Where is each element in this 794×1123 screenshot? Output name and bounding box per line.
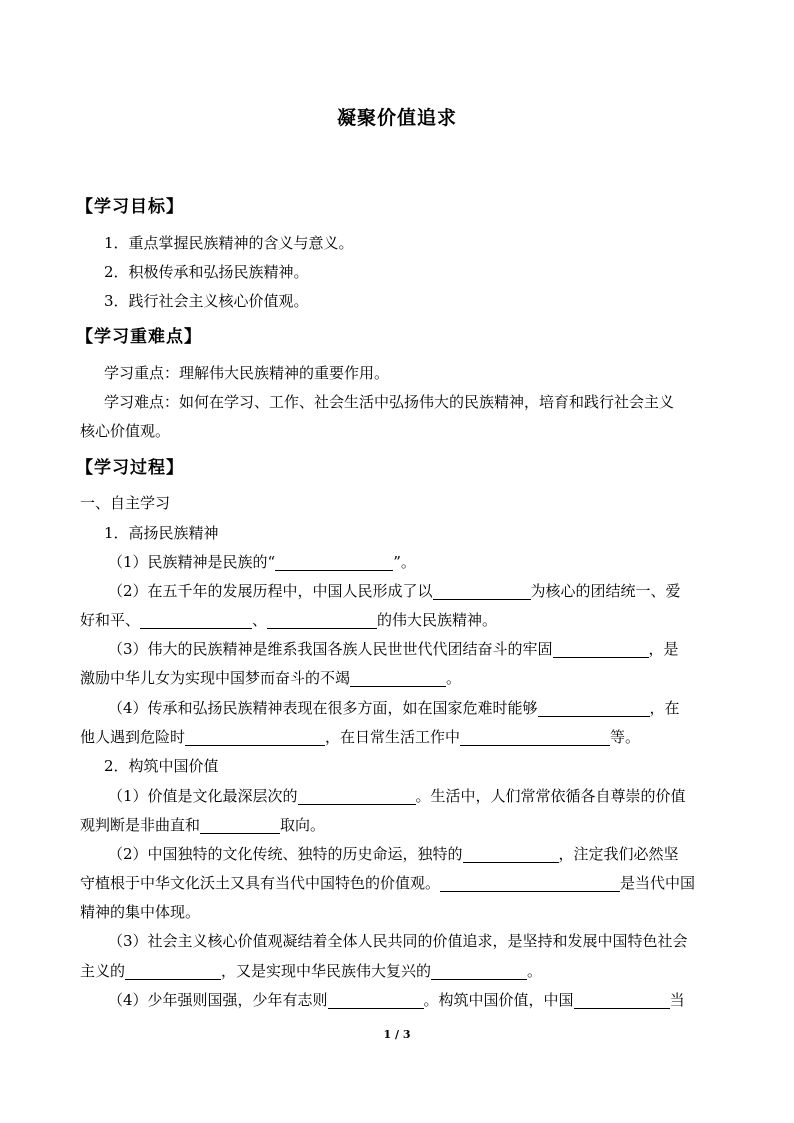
question-line: （1）民族精神是民族的“ ”。 — [108, 553, 416, 571]
keypoints-heading: 【学习重难点】 — [76, 327, 202, 347]
question-line: （3）伟大的民族精神是维系我国各族人民世世代代团结奋斗的牢固 ，是 — [108, 640, 679, 658]
fill-blank[interactable] — [350, 670, 446, 687]
objective-item: 2．积极传承和弘扬民族精神。 — [104, 263, 309, 281]
question-line: 主义的 ，又是实现中华民族伟大复兴的 。 — [80, 962, 543, 980]
objective-item: 3．践行社会主义核心价值观。 — [104, 292, 309, 310]
fill-blank[interactable] — [267, 612, 377, 629]
question-line: （4）传承和弘扬民族精神表现在很多方面，如在国家危难时能够 ，在 — [108, 699, 680, 717]
fill-blank[interactable] — [328, 992, 424, 1009]
question-line: （2）中国独特的文化传统、独特的历史命运，独特的 ，注定我们必然坚 — [108, 845, 679, 863]
question-line: 守植根于中华文化沃土又具有当代中国特色的价值观。 是当代中国 — [80, 874, 696, 892]
question-line: （2）在五千年的发展历程中，中国人民形成了以 为核心的团结统一、爱 — [108, 582, 681, 600]
page-title: 凝聚价值追求 — [336, 107, 457, 129]
objectives-heading: 【学习目标】 — [76, 197, 184, 217]
fill-blank[interactable] — [460, 729, 610, 746]
fill-blank[interactable] — [298, 788, 416, 805]
question-line: （1）价值是文化最深层次的 。生活中，人们常常依循各自尊崇的价值 — [108, 787, 686, 805]
question-line: （3）社会主义核心价值观凝结着全体人民共同的价值追求，是坚持和发展中国特色社会 — [108, 932, 688, 950]
fill-blank[interactable] — [574, 992, 670, 1009]
keypoint-difficulty-cont: 核心价值观。 — [80, 422, 171, 440]
objective-item: 1．重点掌握民族精神的含义与意义。 — [104, 234, 354, 252]
fill-blank[interactable] — [125, 963, 221, 980]
part-heading: 一、自主学习 — [80, 494, 171, 512]
fill-blank[interactable] — [538, 700, 650, 717]
process-heading: 【学习过程】 — [76, 458, 184, 478]
question-line: 他人遇到危险时 ，在日常生活工作中 等。 — [80, 728, 641, 746]
question-line: 好和平、 、 的伟大民族精神。 — [80, 611, 498, 629]
question-line: （4）少年强则国强，少年有志则 。构筑中国价值，中国 当 — [108, 991, 685, 1009]
fill-blank[interactable] — [433, 583, 531, 600]
fill-blank[interactable] — [431, 963, 527, 980]
page-number: 1 / 3 — [383, 1028, 411, 1041]
fill-blank[interactable] — [440, 875, 620, 892]
question-line: 激励中华儿女为实现中国梦而奋斗的不竭 。 — [80, 669, 462, 687]
fill-blank[interactable] — [553, 641, 649, 658]
fill-blank[interactable] — [463, 846, 559, 863]
keypoint-focus: 学习重点：理解伟大民族精神的重要作用。 — [104, 364, 390, 382]
fill-blank[interactable] — [185, 729, 325, 746]
keypoint-difficulty: 学习难点：如何在学习、工作、社会生活中弘扬伟大的民族精神，培育和践行社会主义 — [104, 393, 675, 411]
subsection-heading: 1．高扬民族精神 — [104, 524, 219, 542]
fill-blank[interactable] — [200, 817, 280, 834]
question-line: 观判断是非曲直和 取向。 — [80, 816, 326, 834]
question-line: 精神的集中体现。 — [80, 903, 201, 921]
fill-blank[interactable] — [140, 612, 252, 629]
fill-blank[interactable] — [275, 554, 393, 571]
subsection-heading: 2．构筑中国价值 — [104, 757, 219, 775]
